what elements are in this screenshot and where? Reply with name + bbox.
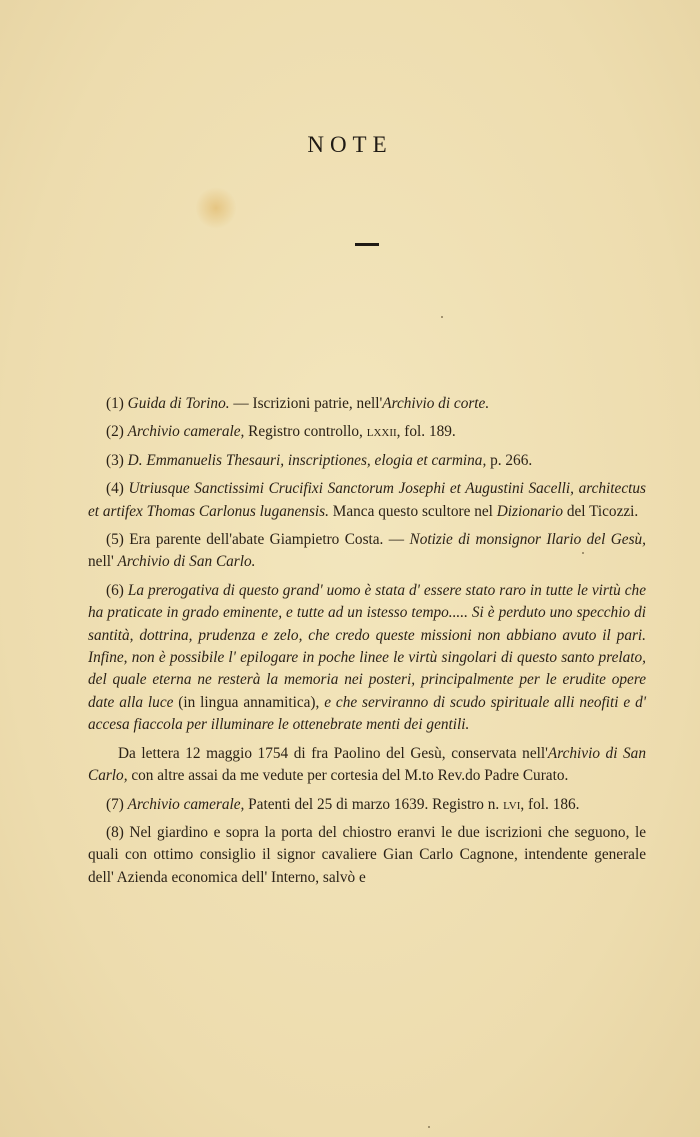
note-text: Archivio camerale, [127,795,245,813]
note-text: lvi [503,795,521,813]
footnote-n8 [88,822,646,889]
footnote-n7 [88,794,646,816]
page-heading: NOTE [307,132,393,157]
note-text: , fol. 189. [396,423,456,441]
note-text: Registro controllo, [244,423,367,441]
note-text: (6) [106,581,128,599]
note-text: La prerogativa di questo grand' uomo è stata d' essere stato raro in tutte le virtù che ha praticate in grado eminente, e tutte ad un istesso tempo..... Si è perduto uno specchio di santità, dottrina, prudenza e zelo, che credo queste missioni non abbiano avuto il pari. Infine, non è possibile l' epilogare in poche linee le virtù singolari di questo santo prelato, del quale eterna ne resterà la memoria nei posteri, principalmente per le erudite opere date alla luce [88,581,646,711]
note-text: (in lingua annamitica), [173,693,325,711]
note-text: (5) Era parente dell'abate Giampietro Costa. — [106,531,410,549]
note-text: Archivio di San Carlo. [117,553,256,571]
paper-stain [196,186,236,230]
note-text: Notizie di monsignor Ilario del Gesù, [409,531,646,549]
note-text: (1) [106,395,128,412]
heading-rule [355,243,379,246]
note-text: Da lettera 12 maggio 1754 di fra Paolino del Gesù, conservata nell' [118,744,548,762]
note-text: con altre assai da me vedute per cortesia del M.to Rev.do Padre Curato. [127,767,569,785]
note-text: nell' [88,553,118,571]
note-text: Patenti del 25 di marzo 1639. Registro n. [244,795,504,813]
note-text: — Iscrizioni patrie, nell' [229,395,383,412]
footnote-n2 [88,421,646,443]
footnote-n5 [88,529,646,574]
note-text: (4) [106,480,129,498]
note-text: (2) [106,423,128,441]
note-text: , fol. 186. [520,795,580,813]
note-text: Archivio camerale, [127,423,245,441]
note-text: del Ticozzi. [563,502,639,520]
paper-speck [441,316,443,318]
notes-list [88,393,646,895]
note-text: (8) Nel giardino e sopra la porta del chiostro eranvi le due iscrizioni che seguono, le quali con ottimo consiglio il signor cavaliere Gian Carlo Cagnone, intendente generale dell' Azienda economica dell' Interno, salvò e [88,823,646,886]
footnote-n1 [88,393,646,415]
footnote-n6 [88,580,646,737]
note-text: Archivio di San Carlo, [88,744,646,785]
note-text: Utriusque Sanctissimi Crucifixi Sanctorum Josephi et Augustini Sacelli, architectus et artifex Thomas Carlonus luganensis. [88,480,646,520]
paper-speck [582,552,584,554]
note-text: D. Emmanuelis Thesauri, inscriptiones, elogia et carmina, [127,451,487,469]
note-text: (7) [106,795,128,813]
footnote-n4 [88,478,646,523]
note-text: Archivio di corte. [382,395,490,412]
note-text: Manca questo scultore nel [328,502,497,520]
note-text: lxxii [366,423,397,441]
note-text: e che serviranno di scudo spirituale alli neofiti e d' accesa fiaccola per illuminare le ottenebrate menti dei gentili. [88,693,646,734]
note-text: Dizionario [496,502,564,520]
footnote-n3 [88,450,646,472]
note-text: (3) [106,451,128,469]
paper-speck [428,1126,430,1128]
note-text: p. 266. [486,451,533,469]
note-continuation [88,743,646,788]
note-text: Guida di Torino. [127,395,230,412]
